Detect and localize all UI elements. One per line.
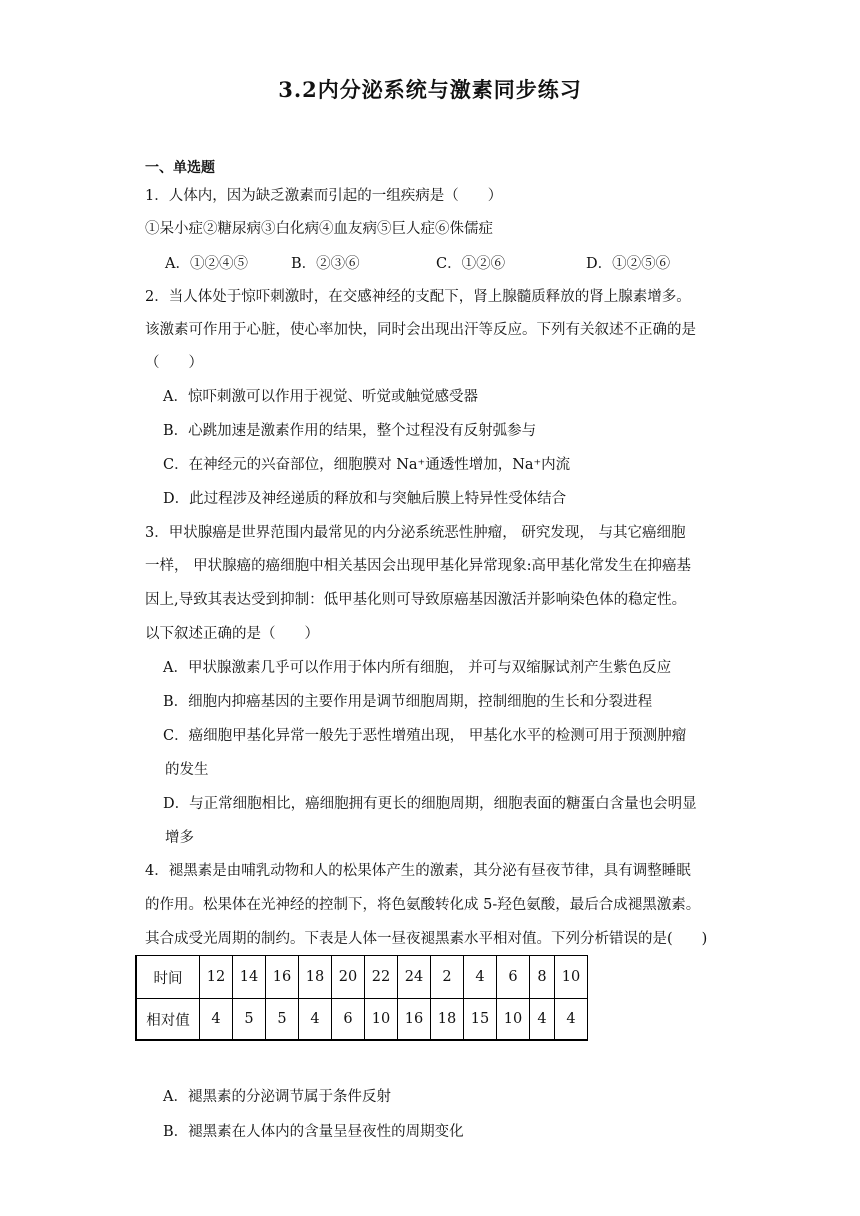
- table-cell: 5: [233, 999, 266, 1041]
- choice-b: B．②③⑥: [291, 256, 360, 272]
- table-cell: 4: [555, 999, 588, 1041]
- table-cell: 14: [233, 956, 266, 999]
- table-cell: 2: [431, 956, 464, 999]
- table-cell: 4: [464, 956, 497, 999]
- table-cell: 10: [365, 999, 398, 1041]
- question-1-stem: 1．人体内，因为缺乏激素而引起的一组疾病是（ ）: [145, 188, 503, 204]
- question-3-option-d: D．与正常细胞相比，癌细胞拥有更长的细胞周期，细胞表面的糖蛋白含量也会明显: [163, 796, 697, 812]
- question-3-option-d-continued: 增多: [165, 830, 194, 846]
- question-3-option-c-continued: 的发生: [165, 762, 209, 778]
- question-2-option-b: B．心跳加速是激素作用的结果，整个过程没有反射弧参与: [163, 423, 537, 439]
- table-cell: 16: [266, 956, 299, 999]
- table-cell: 10: [497, 999, 530, 1041]
- choice-a: A．①②④⑤: [165, 256, 248, 272]
- question-4-option-a: A．褪黑素的分泌调节属于条件反射: [163, 1089, 391, 1105]
- choice-d: D．①②⑤⑥: [586, 256, 671, 272]
- choice-c: C．①②⑥: [436, 256, 506, 272]
- question-1-choices: [165, 252, 670, 273]
- question-3-option-b: B．细胞内抑癌基因的主要作用是调节细胞周期，控制细胞的生长和分裂进程: [163, 694, 653, 710]
- page-title: 3.2内分泌系统与激素同步练习: [278, 77, 582, 102]
- question-3-stem-line-1: 3．甲状腺癌是世界范围内最常见的内分泌系统恶性肿瘤， 研究发现， 与其它癌细胞: [145, 525, 686, 541]
- question-3-stem-line-3: 因上,导致其表达受到抑制：低甲基化则可导致原癌基因激活并影响染色体的稳定性。: [145, 592, 687, 608]
- table-cell: 16: [398, 999, 431, 1041]
- table-cell: 8: [530, 956, 555, 999]
- table-cell: 4: [530, 999, 555, 1041]
- table-header-value: 相对值: [136, 999, 200, 1041]
- table-cell: 6: [497, 956, 530, 999]
- table-cell: 18: [299, 956, 332, 999]
- table-cell: 6: [332, 999, 365, 1041]
- question-3-stem-line-2: 一样， 甲状腺癌的癌细胞中相关基因会出现甲基化异常现象:高甲基化常发生在抑癌基: [145, 558, 691, 574]
- table-cell: 15: [464, 999, 497, 1041]
- question-4-stem-line-1: 4．褪黑素是由哺乳动物和人的松果体产生的激素，其分泌有昼夜节律，具有调整睡眠: [145, 863, 691, 879]
- question-3-option-c: C．癌细胞甲基化异常一般先于恶性增殖出现， 甲基化水平的检测可用于预测肿瘤: [163, 728, 687, 744]
- question-2-option-d: D．此过程涉及神经递质的释放和与突触后膜上特异性受体结合: [163, 491, 567, 507]
- table-row-time: [136, 956, 588, 999]
- question-2-option-a: A．惊吓刺激可以作用于视觉、听觉或触觉感受器: [163, 389, 478, 405]
- question-2-stem-line-3: （ ）: [145, 355, 203, 371]
- table-cell: 10: [555, 956, 588, 999]
- table-cell: 18: [431, 999, 464, 1041]
- table-header-time: 时间: [136, 956, 200, 999]
- table-cell: 4: [200, 999, 233, 1041]
- question-2-stem-line-2: 该激素可作用于心脏，使心率加快，同时会出现出汗等反应。下列有关叙述不正确的是: [145, 322, 696, 338]
- table-cell: 22: [365, 956, 398, 999]
- question-3-option-a: A．甲状腺激素几乎可以作用于体内所有细胞， 并可与双缩脲试剂产生紫色反应: [163, 660, 672, 676]
- question-1-list: ①呆小症②糖尿病③白化病④血友病⑤巨人症⑥侏儒症: [145, 221, 493, 237]
- question-3-stem-line-4: 以下叙述正确的是（ ）: [145, 626, 319, 642]
- question-4-stem-line-2: 的作用。松果体在光神经的控制下，将色氨酸转化成 5-羟色氨酸，最后合成褪黑激素。: [145, 897, 701, 913]
- question-4-stem-line-3: 其合成受光周期的制约。下表是人体一昼夜褪黑素水平相对值。下列分析错误的是( ): [145, 931, 708, 947]
- question-4-option-b: B．褪黑素在人体内的含量呈昼夜性的周期变化: [163, 1124, 464, 1140]
- table-row-value: [136, 999, 588, 1041]
- table-cell: 4: [299, 999, 332, 1041]
- question-2-stem-line-1: 2．当人体处于惊吓刺激时，在交感神经的支配下，肾上腺髓质释放的肾上腺素增多。: [145, 289, 691, 305]
- table-cell: 20: [332, 956, 365, 999]
- table-cell: 12: [200, 956, 233, 999]
- section-heading: 一、单选题: [145, 160, 215, 176]
- table-cell: 5: [266, 999, 299, 1041]
- table-cell: 24: [398, 956, 431, 999]
- melatonin-table: [135, 955, 588, 1041]
- question-2-option-c: C．在神经元的兴奋部位，细胞膜对 Na⁺通透性增加，Na⁺内流: [163, 457, 571, 473]
